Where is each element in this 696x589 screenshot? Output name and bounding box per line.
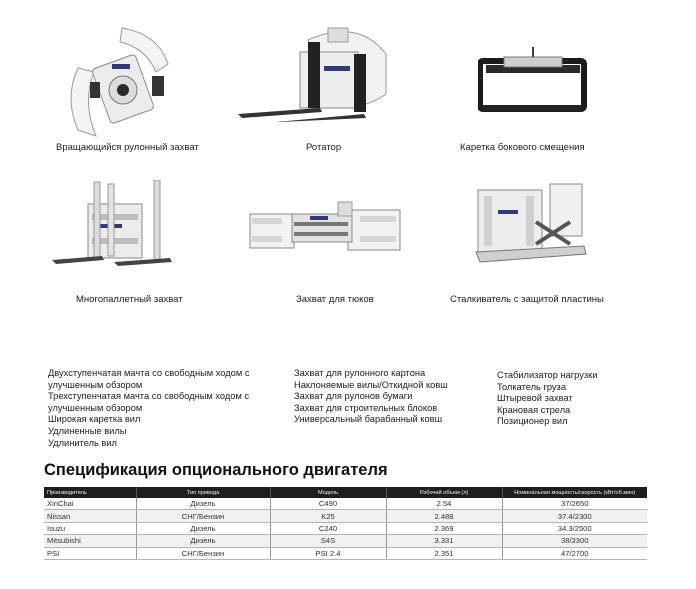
list-item: Удлинитель вил: [48, 437, 117, 448]
table-cell: 38/2300: [502, 535, 647, 547]
attachment-caption: Каретка бокового смещения: [460, 142, 585, 153]
column-header: Рабочий объем (л): [386, 487, 502, 498]
bale-clamp-image: [248, 194, 404, 262]
list-item: Двухступенчатая мачта со свободным ходом с: [48, 368, 250, 378]
table-cell: 47/2700: [502, 547, 647, 559]
list-item: Штыревой захват: [497, 393, 573, 404]
column-header: Модель: [270, 487, 386, 498]
engine-spec-table: [44, 487, 647, 560]
table-cell: Mitsubishi: [44, 535, 136, 547]
table-cell: 37.4/2300: [502, 510, 647, 522]
column-header: Тип привода: [136, 487, 270, 498]
list-item: улучшенным обзором: [48, 379, 143, 390]
table-cell: 34.3/2500: [502, 522, 647, 534]
list-item: Широкая каретка вил: [48, 414, 141, 425]
spec-title: Спецификация опционального двигателя: [44, 461, 388, 479]
list-item: Удлиненные вилы: [48, 425, 127, 436]
table-cell: 2.369: [386, 522, 502, 534]
list-item: Универсальный барабанный ковш: [294, 414, 443, 425]
table-cell: Isuzu: [44, 522, 136, 534]
options-list-2: [294, 368, 448, 426]
rotator-image: [236, 22, 398, 122]
column-header: Номинальная мощность/скорость (кВт/об.мин): [502, 487, 647, 498]
list-item: Крановая стрела: [497, 404, 571, 415]
table-cell: K25: [270, 510, 386, 522]
options-list-1: [48, 368, 249, 449]
table-row: [44, 535, 647, 547]
side-shift-carriage-image: [478, 47, 588, 117]
table-cell: 2.351: [386, 547, 502, 559]
table-row: [44, 498, 647, 510]
table-header-row: [44, 487, 647, 498]
table-row: [44, 522, 647, 534]
table-cell: Дизель: [136, 522, 270, 534]
table-cell: СНГ/Бензин: [136, 547, 270, 559]
table-cell: S4S: [270, 535, 386, 547]
list-item: Захват для рулонов бумаги: [294, 391, 413, 402]
table-row: [44, 510, 647, 522]
table-cell: 2.54: [386, 498, 502, 510]
table-cell: Nissan: [44, 510, 136, 522]
table-cell: СНГ/Бензин: [136, 510, 270, 522]
table-cell: XinChai: [44, 498, 136, 510]
options-list-3: [497, 370, 597, 428]
attachment-caption: Сталкиватель с защитой пластины: [450, 294, 604, 305]
table-cell: PSI 2.4: [270, 547, 386, 559]
list-item: Толкатель груза: [497, 381, 566, 392]
table-cell: PSI: [44, 547, 136, 559]
column-header: Производитель: [44, 487, 136, 498]
list-item: Позиционер вил: [497, 416, 568, 427]
table-cell: Дизель: [136, 498, 270, 510]
paper-roll-clamp-image: [60, 20, 175, 138]
push-pull-image: [474, 182, 588, 266]
table-cell: C490: [270, 498, 386, 510]
table-cell: 3.331: [386, 535, 502, 547]
list-item: Стабилизатор нагрузки: [497, 370, 598, 380]
table-cell: 2.488: [386, 510, 502, 522]
attachment-caption: Ротатор: [306, 142, 342, 153]
list-item: улучшенным обзором: [48, 402, 143, 413]
attachment-caption: Многопаллетный захват: [76, 294, 183, 305]
table-row: [44, 547, 647, 559]
list-item: Захват для строительных блоков: [294, 402, 438, 413]
table-cell: C240: [270, 522, 386, 534]
attachment-caption: Захват для тюков: [296, 294, 374, 305]
attachment-caption: Вращающийся рулонный захват: [56, 142, 199, 153]
list-item: Захват для рулонного картона: [294, 368, 426, 378]
table-cell: Дизель: [136, 535, 270, 547]
list-item: Трехступенчатая мачта со свободным ходом с: [48, 391, 250, 402]
list-item: Наклоняемые вилы/Откидной ковш: [294, 379, 448, 390]
multi-pallet-handler-image: [48, 180, 174, 266]
table-cell: 37/2650: [502, 498, 647, 510]
